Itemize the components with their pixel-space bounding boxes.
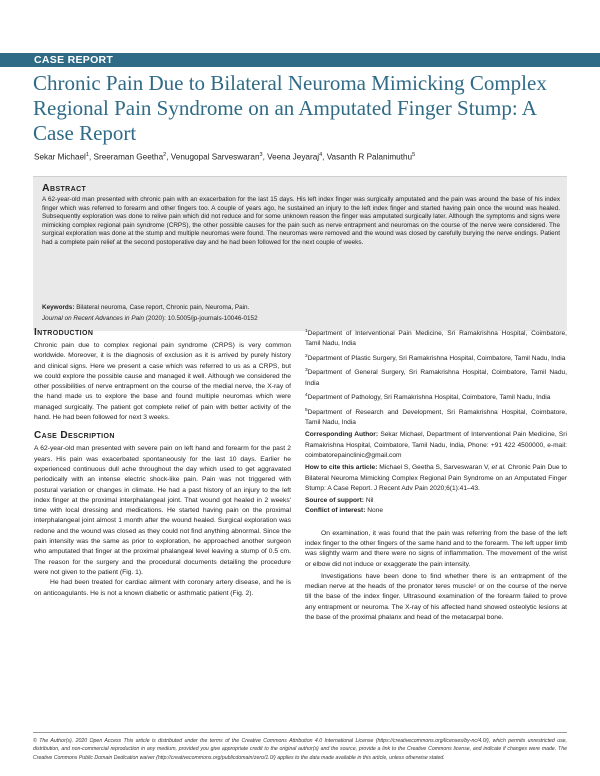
left-column <box>34 326 291 599</box>
abstract-box <box>33 176 567 331</box>
affiliation: $^5$Department of Research and Development, Sri Ramakrishna Hospital, Coimbatore, Tamil Nadu, India <box>305 407 567 427</box>
article-meta <box>305 430 567 516</box>
introduction-heading: Introduction <box>34 327 94 338</box>
right-column <box>305 327 567 623</box>
affiliation: $^3$Department of General Surgery, Sri Ramakrishna Hospital, Coimbatore, Tamil Nadu, India <box>305 368 567 387</box>
license-footer: © The Author(s). 2020 Open Access This article is distributed under the terms of the Creative Commons Attribution 4.0 International License (https://creativecommons.org/licenses/by-nc/4.0/), which permits unrestricted use, distribution, and non-commercial reproduction in any medium, provided you give appropriate credit to the original author(s) and the source, provide a link to the Creative Commons license, and indicate if changes were made. The Creative Commons Public Domain Dedication waiver (http://creativecommons.org/publicdomain/zero/1.0/) applies to the data made available in this article, unless otherwise stated. <box>33 738 567 761</box>
keywords: Bilateral neuroma, Case report, Chronic pain, Neuroma, Pain. <box>76 304 250 311</box>
conflict-of-interest: Conflict of interest: None <box>305 507 384 515</box>
affiliation: $^2$Department of Plastic Surgery, Sri Ramakrishna Hospital, Coimbatore, Tamil Nadu, India <box>305 353 566 362</box>
author-name: Vasanth R Palanimuthu <box>326 152 413 162</box>
footer-divider <box>33 732 567 733</box>
author-name: Sreeraman Geetha <box>93 152 164 162</box>
abstract-heading: Abstract <box>42 182 87 194</box>
case-paragraph: A 62-year-old man presented with severe pain on left hand and forearm for the past 2 years. His pain was exacerbated spontaneously for the last 10 days. Earlier he experienced continuous dull ache throughout the day which used to get aggravated periodically with an intense electric shock-like pain. Pain was not triggered with postural variation or changes in climate. He had a past history of an injury to the left index finger at the proximal interphalangeal joint. That wound got healed in 2 weeks' time with local dressing and medications. He started having pain on the proximal interphalangeal joint almost 1 month after the wound healed. Surgical exploration was redone and the wound was closed as they could not find anything abnormal. Since the pain intensity was the same as prior to exploration, he approached another surgeon who amputated that finger at the proximal phalangeal level leaving a stump of 0.5 cm. The reason for the surgery and the procedural documents detailing the procedure were not given to the patient (Fig. 1). <box>34 445 291 576</box>
cite-article: How to cite this article: Michael S, Geetha S, Sarveswaran V, et al. Chronic Pain Due to Bilateral Neuroma Mimicking Complex Regional Pain Syndrome on an Amputated Finger Stump: A Case Report. J Recent Adv Pain 2020;6(1):41–43. <box>305 464 567 492</box>
keywords-line <box>42 303 560 314</box>
case-paragraph: He had been treated for cardiac ailment with coronary artery disease, and he is on anticoagulants. He is not a known diabetic or asthmatic patient (Fig. 2). <box>34 579 291 597</box>
journal-line <box>42 314 560 325</box>
abstract-text: A 62-year-old man presented with chronic pain with an exacerbation for the last 15 days. His left index finger was surgically amputated and the pain was around the base of his index finger which was referred to forearm and other fingers too. A couple of years ago, he sustained an injury to the left index finger and started having pain once the wound was healed. Subsequently exploration was done to relive pain which did not reduce and for some unknown reason the finger was amputated surgically later. Although the symptoms and signs were mimicking complex regional pain syndrome (CRPS), the other possible causes for the pain such as nerve entrapment and neuromas on the course of the nerve were considered. The surgical exploration was done at the stump and multiple neuromas were found. The neuromas were removed and the wound was closed by carefully burying the nerve endings. Patient had a complete pain relief at the second postoperative day and he had been followed for the next couple of weeks. <box>42 196 560 246</box>
body-paragraph: On examination, it was found that the pain was referring from the base of the left index finger to the other fingers of the same hand and to the forearm. The left upper limb was slightly warm and there were no signs of inflammation. The movement of the wrist or elbow did not induce or exaggerate the pain intensity. <box>305 529 567 568</box>
column-divider <box>305 548 567 549</box>
article-title: Chronic Pain Due to Bilateral Neuroma Mimicking Complex Regional Pain Syndrome on an Amputated Finger Stump: A Case Report <box>33 71 547 145</box>
source-of-support: Source of support: Nil <box>305 497 374 505</box>
corresponding-author: Corresponding Author: Sekar Michael, Department of Interventional Pain Medicine, Sri Ramakrishna Hospital, Coimbatore, Tamil Nadu, India, Phone: +91 422 4500000, e-mail: coimbatorepainclinic@gmail.com <box>305 431 567 459</box>
section-label: CASE REPORT <box>34 54 114 66</box>
keywords-label: Keywords: <box>42 304 75 311</box>
author-list: Sekar Michael$^1$, Sreeraman Geetha$^2$, Venugopal Sarveswaran$^3$, Veena Jeyaraj$^4$, Vasanth R Palanimuthu$^5$ <box>34 152 416 162</box>
affiliation: $^1$Department of Interventional Pain Medicine, Sri Ramakrishna Hospital, Coimbatore, Tamil Nadu, India <box>305 329 567 348</box>
affiliation: $^4$Department of Pathology, Sri Ramakrishna Hospital, Coimbatore, Tamil Nadu, India <box>305 393 551 402</box>
body-paragraph: Investigations have been done to find whether there is an entrapment of the median nerve at the heads of the pronator teres muscle¹ or on the course of the nerve till the base of the index finger. Ultrasound examination of the forearm failed to prove any entrapment or neuroma. The X-ray of his affected hand showed osteolytic lesions at the base of the proximal phalanx and head of the metacarpal bone. <box>305 572 567 622</box>
introduction-text: Chronic pain due to complex regional pain syndrome (CRPS) is very common worldwide. Moreover, it is the diagnosis of exclusion as it is arrived by purely history and clinical signs. Here we present a case which was referred to us as a CRPS, but we could explore the possible cause and managed it well. Although we considered the other possibilities of nerve entrapment on the course of the medial nerve, the X-ray of the hand made us to explore the base and found multiple neuromas which were managed surgically. The patient got complete relief of pain with better activity of the hand. He had been followed for next 3 weeks. <box>34 342 291 422</box>
case-description-heading: Case Description <box>34 430 115 442</box>
author-name: Veena Jeyaraj <box>267 152 320 162</box>
author-name: Venugopal Sarveswaran <box>170 152 260 162</box>
affiliations <box>305 327 567 428</box>
abstract-meta <box>42 303 560 324</box>
journal-name: Journal on Recent Advances in Pain <box>42 314 145 322</box>
author-name: Sekar Michael <box>34 152 86 162</box>
doi-citation: (2020): 10.5005/jp-journals-10046-0152 <box>145 314 258 322</box>
